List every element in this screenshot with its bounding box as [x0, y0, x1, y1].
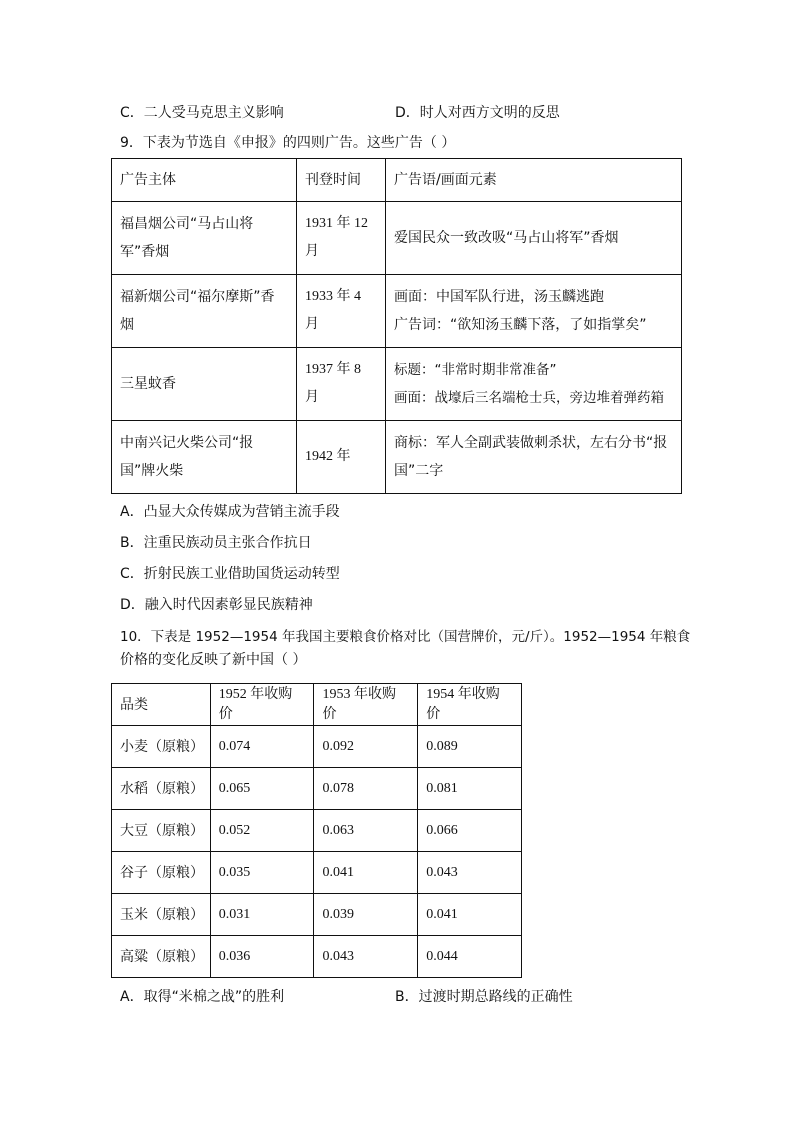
- q10-cell-category: 高粱（原粮）: [112, 936, 211, 978]
- q9-option-d: D．融入时代因素彰显民族精神: [120, 597, 313, 613]
- q9-cell-content: [386, 421, 682, 494]
- table-row: [112, 421, 682, 494]
- q10-cell-1953: 0.039: [314, 894, 418, 936]
- q10-option-b: B．过渡时期总路线的正确性: [395, 989, 573, 1005]
- q10-price-table: [111, 683, 522, 978]
- q9-cell-date: 1933 年 4 月: [297, 275, 386, 348]
- q9-header-content: 广告语/画面元素: [386, 159, 682, 202]
- table-row: [112, 894, 522, 936]
- q10-header-1952: 1952 年收购价: [210, 684, 314, 726]
- q9-option-a: A．凸显大众传媒成为营销主流手段: [120, 504, 340, 520]
- q9-cell-content-line: 爱国民众一致改吸“马占山将军”香烟: [394, 230, 619, 246]
- q10-header-1954: 1954 年收购价: [418, 684, 522, 726]
- q9-cell-content-line: 商标：军人全副武装做刺杀状，左右分书“报国”二字: [394, 435, 668, 479]
- q10-cell-1954: 0.043: [418, 852, 522, 894]
- q10-cell-category: 谷子（原粮）: [112, 852, 211, 894]
- q10-cell-1952: 0.052: [210, 810, 314, 852]
- q10-cell-category: 大豆（原粮）: [112, 810, 211, 852]
- q9-cell-content: [386, 202, 682, 275]
- q10-cell-1954: 0.066: [418, 810, 522, 852]
- table-row: [112, 275, 682, 348]
- q10-header-1953: 1953 年收购价: [314, 684, 418, 726]
- table-row: [112, 810, 522, 852]
- q8-options-row: [120, 103, 680, 123]
- q9-option-b: B．注重民族动员主张合作抗日: [120, 535, 312, 551]
- q9-cell-subject: 三星蚊香: [112, 348, 297, 421]
- q9-stem: 9．下表为节选自《申报》的四则广告。这些广告（ ）: [120, 135, 456, 151]
- table-row: [112, 348, 682, 421]
- table-row: [112, 768, 522, 810]
- q9-header-subject: 广告主体: [112, 159, 297, 202]
- q9-cell-content: [386, 275, 682, 348]
- q10-cell-1952: 0.031: [210, 894, 314, 936]
- q8-option-d: D．时人对西方文明的反思: [395, 105, 560, 121]
- q9-cell-content-line: 画面：战壕后三名端枪士兵，旁边堆着弹药箱: [394, 390, 664, 406]
- q10-cell-category: 小麦（原粮）: [112, 726, 211, 768]
- q9-cell-subject: 中南兴记火柴公司“报国”牌火柴: [112, 421, 297, 494]
- q10-header-row: [112, 684, 522, 726]
- q10-option-a: A．取得“米棉之战”的胜利: [120, 989, 285, 1005]
- q10-cell-1953: 0.078: [314, 768, 418, 810]
- table-row: [112, 852, 522, 894]
- q9-header-row: [112, 159, 682, 202]
- q9-cell-content-line: 广告词：“欲知汤玉麟下落，了如指掌矣”: [394, 317, 647, 333]
- q9-cell-content-line: 标题：“非常时期非常准备”: [394, 362, 557, 378]
- q10-cell-1952: 0.065: [210, 768, 314, 810]
- q9-option-c: C．折射民族工业借助国货运动转型: [120, 566, 340, 582]
- q9-cell-content-line: 画面：中国军队行进，汤玉麟逃跑: [394, 289, 604, 305]
- q10-cell-1954: 0.081: [418, 768, 522, 810]
- q10-options-row: [120, 987, 680, 1007]
- table-row: [112, 726, 522, 768]
- q10-cell-category: 玉米（原粮）: [112, 894, 211, 936]
- q10-cell-1952: 0.035: [210, 852, 314, 894]
- q9-cell-content: [386, 348, 682, 421]
- q10-cell-1953: 0.092: [314, 726, 418, 768]
- q9-ad-table: [111, 158, 682, 494]
- q8-option-c: C．二人受马克思主义影响: [120, 105, 284, 121]
- q10-cell-1952: 0.036: [210, 936, 314, 978]
- q10-cell-1953: 0.063: [314, 810, 418, 852]
- q9-cell-subject: 福新烟公司“福尔摩斯”香烟: [112, 275, 297, 348]
- q10-cell-category: 水稻（原粮）: [112, 768, 211, 810]
- q10-cell-1952: 0.074: [210, 726, 314, 768]
- q9-cell-date: 1937 年 8 月: [297, 348, 386, 421]
- q10-stem-line-2: 价格的变化反映了新中国（ ）: [120, 652, 307, 668]
- q10-stem-line-1: 10．下表是 1952—1954 年我国主要粮食价格对比（国营牌价，元/斤）。1952—1954 年粮食: [120, 629, 691, 645]
- table-row: [112, 202, 682, 275]
- q9-cell-subject: 福昌烟公司“马占山将军”香烟: [112, 202, 297, 275]
- table-row: [112, 936, 522, 978]
- q10-header-category: 品类: [112, 684, 211, 726]
- q10-cell-1954: 0.089: [418, 726, 522, 768]
- q10-cell-1953: 0.043: [314, 936, 418, 978]
- q9-header-date: 刊登时间: [297, 159, 386, 202]
- q9-cell-date: 1931 年 12 月: [297, 202, 386, 275]
- q9-cell-date: 1942 年: [297, 421, 386, 494]
- q10-cell-1953: 0.041: [314, 852, 418, 894]
- q10-cell-1954: 0.041: [418, 894, 522, 936]
- q10-cell-1954: 0.044: [418, 936, 522, 978]
